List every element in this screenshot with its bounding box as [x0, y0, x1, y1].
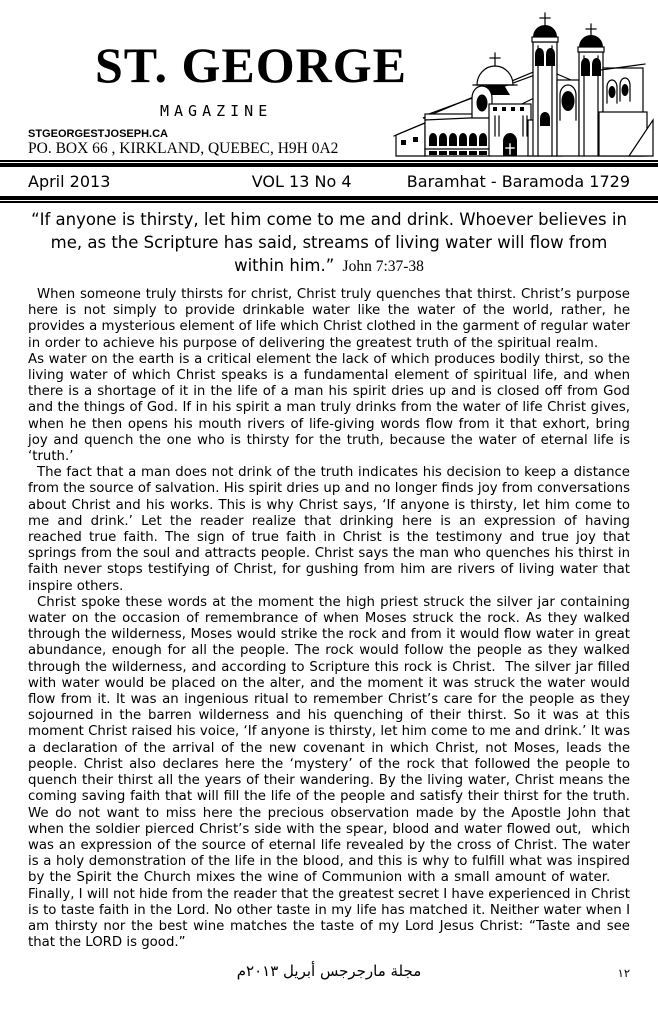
- issue-volume: VOL 13 No 4: [251, 172, 352, 191]
- magazine-subtitle: MAGAZINE: [160, 102, 273, 120]
- issue-info-bar: [0, 167, 658, 196]
- paragraph: Christ spoke these words at the moment the high priest struck the silver jar containing water on the occasion of remembrance of when Moses struck the rock. As they walked through the wilderness, Moses would strike the rock and from it would flow water in great abundance, enough for all the people. The rock would follow the people as they walked through the wilderness, and according to Scripture this rock is Christ. The silver jar filled with water would be placed on the alter, and the moment it was struck the water would flow from it. It was an ingenious ritual to remember Christ’s care for the people as they sojourned in the barren wilderness and his quenching of their thirst. So it was at this moment Christ raised his voice, ‘If anyone is thirsty, let him come to me and drink.’ It was a declaration of the arrival of the new covenant in which Christ, not Moses, leads the people. Christ also declares here the ‘mystery’ of the rock that followed the people to quench their thirst all the years of their wandering. By the living water, Christ means the coming saving faith that will fill the life of the people and satisfy their thirst for the truth. We do not want to miss here the precious observation made by the Apostle John that when the soldier pierced Christ’s side with the spear, blood and water flowed out, which was an expression of the source of eternal life revealed by the cross of Christ. The water is a holy demonstration of the life in the blood, and this is why to fulfill what was inspired by the Spirit the Church mixes the wine of Communion with a small amount of water. Finally, I will not hide from the reader that the greatest secret I have experienced in Christ is to taste faith in the Lord. No other taste in my life has matched it. Neither water when I am thirsty nor the best wine matches the taste of my Lord Jesus Christ: “Taste and see that the LORD is good.”: [28, 594, 630, 951]
- issue-date: April 2013: [28, 172, 111, 191]
- quote-text: “If anyone is thirsty, let him come to me and drink. Whoever believes in me, as the Scripture has said, streams of living water will flow from within him.”: [31, 210, 627, 275]
- po-box-address: PO. BOX 66 , KIRKLAND, QUEBEC, H9H 0A2: [28, 140, 339, 157]
- article-body: [28, 287, 630, 951]
- page-number: ١٢: [617, 966, 630, 980]
- page-footer: [0, 962, 658, 988]
- divider-top: [0, 160, 658, 167]
- footer-arabic-caption: مجلة مارجرجس أبريل ٢٠١٣م: [236, 962, 422, 980]
- paragraph: When someone truly thirsts for christ, Christ truly quenches that thirst. Christ’s purpose here is not simply to provide drinkable water like the water of the world, rather, he provides a mysterious element of life which Christ clothed in the garment of regular water in order to achieve his purpose of delivering the greatest truth of the spiritual realm. As water on the earth is a critical element the lack of which produces bodily thirst, so the living water of which Christ speaks is a fundamental element of spiritual life, and when there is a shortage of it in the life of a man his spirit dries up and is closed off from God and the things of God. If in his spirit a man truly drinks from the water of life Christ gives, when he then opens his mouth rivers of life-giving words flow from it that exhort, bring joy and quench the one who is thirsty for the truth, because the water of eternal life is ‘truth.’: [28, 287, 630, 465]
- issue-coptic-date: Baramhat - Baramoda 1729: [406, 172, 630, 191]
- website-url: STGEORGESTJOSEPH.CA: [28, 128, 168, 140]
- masthead: [0, 0, 658, 160]
- church-icon: [393, 8, 655, 158]
- divider-bottom: [0, 196, 658, 203]
- magazine-title: ST. GEORGE: [95, 37, 407, 93]
- paragraph: The fact that a man does not drink of the truth indicates his decision to keep a distance from the source of salvation. His spirit dries up and no longer finds joy from conversations about Christ and his works. This is why Christ says, ‘If anyone is thirsty, let him come to me and drink.’ Let the reader realize that drinking here is an expression of having reached true faith. The sign of true faith in Christ is the testimony and true joy that springs from the soul and attracts people. Christ says the man who quenches his thirst in faith never stops testifying of Christ, for gushing from him are rivers of living water that inspire others.: [28, 465, 630, 594]
- quote-reference: John 7:37-38: [342, 258, 424, 275]
- scripture-quote: [30, 208, 628, 278]
